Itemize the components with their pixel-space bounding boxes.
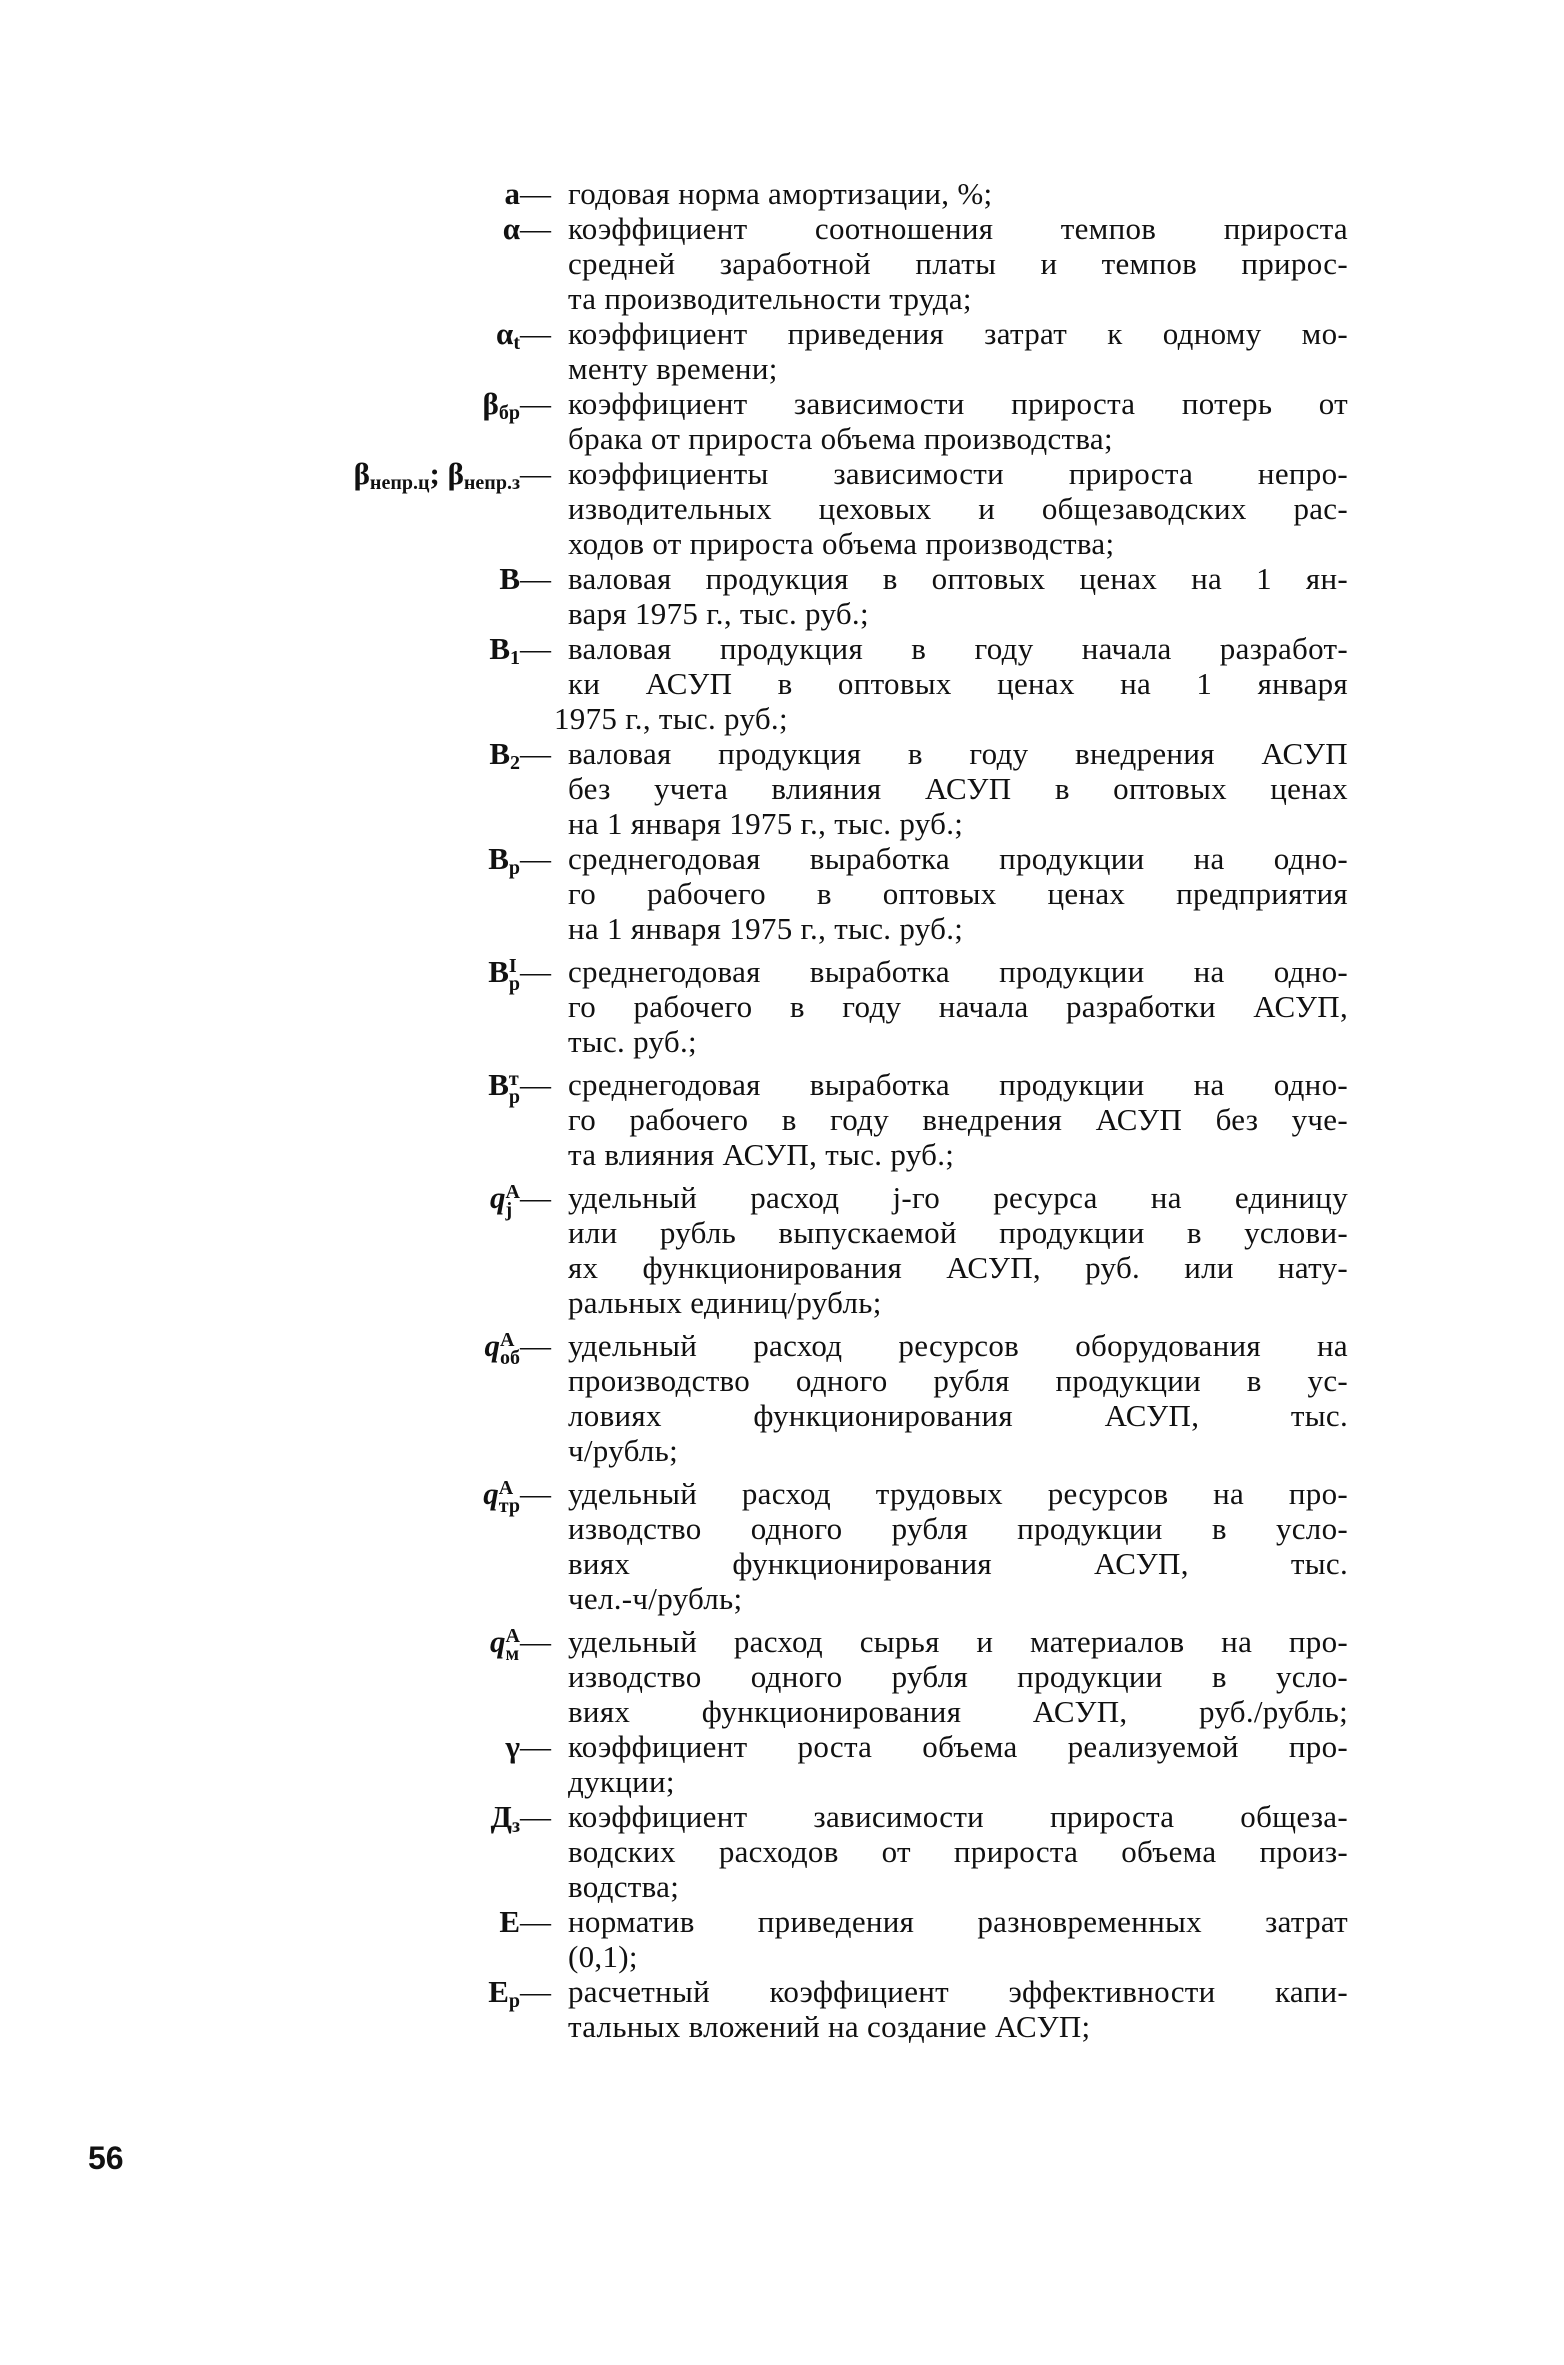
definition-line: го рабочего в оптовых ценах предприятия	[568, 876, 1348, 911]
dash: —	[520, 736, 551, 771]
dash: —	[520, 1328, 551, 1363]
symbol	[0, 1729, 520, 1799]
symbol-base: B	[489, 631, 510, 666]
dash: —	[520, 1624, 551, 1659]
dash: —	[520, 211, 551, 246]
definition-entry	[0, 1624, 1564, 1729]
definition-entry	[0, 736, 1564, 841]
symbol-base: β	[353, 456, 370, 491]
definition-line: (0,1);	[568, 1939, 638, 1974]
symbol	[0, 631, 520, 736]
definition-line: та влияния АСУП, тыс. руб.;	[568, 1137, 955, 1172]
definition-line: коэффициент соотношения темпов прироста	[568, 211, 1348, 246]
definition-line: ходов от прироста объема производства;	[568, 526, 1115, 561]
symbol-base: q	[490, 1180, 506, 1215]
dash: —	[520, 1476, 551, 1511]
subscript: м	[505, 1642, 520, 1665]
definition-line: водских расходов от прироста объема произ-	[568, 1834, 1348, 1869]
definition-line: виях функционирования АСУП, тыс.	[568, 1546, 1348, 1581]
symbol	[0, 1974, 520, 2044]
subscript: непр.з	[463, 472, 520, 494]
dash: —	[520, 1180, 551, 1215]
definition-line: тальных вложений на создание АСУП;	[568, 2009, 1091, 2044]
definition-line: без учета влияния АСУП в оптовых ценах	[568, 771, 1348, 806]
dash: —	[520, 561, 551, 596]
symbol	[0, 1904, 520, 1974]
definition-line: годовая норма амортизации, %;	[568, 176, 993, 211]
definition-line: норматив приведения разновременных затрат	[568, 1904, 1348, 1939]
definition-line: брака от прироста объема производства;	[568, 421, 1113, 456]
symbol	[0, 1799, 520, 1904]
definition-line: удельный расход j-го ресурса на единицу	[568, 1180, 1348, 1215]
definition-entry	[0, 456, 1564, 561]
dash: —	[520, 631, 551, 666]
definition-line: водства;	[568, 1869, 680, 1904]
superscript: A	[498, 1476, 514, 1499]
definition-entry	[0, 631, 1564, 736]
definition-entry	[0, 1904, 1564, 1974]
definition-entry	[0, 1729, 1564, 1799]
symbol	[0, 1067, 520, 1172]
dash: —	[520, 316, 551, 351]
definition-entry	[0, 1974, 1564, 2044]
symbol-indices	[508, 954, 520, 995]
definition-line: производство одного рубля продукции в ус-	[568, 1363, 1348, 1398]
symbol-base: E	[488, 1974, 509, 2009]
symbol-base: B	[489, 736, 510, 771]
definition-line: го рабочего в году начала разработки АСУП,	[568, 989, 1348, 1024]
dash: —	[520, 456, 551, 491]
definition-text	[568, 1974, 1348, 2044]
symbol-base: q	[483, 1476, 499, 1511]
symbol-indices	[508, 1067, 520, 1108]
definition-text	[568, 561, 1348, 631]
subscript: р	[508, 1990, 520, 2012]
symbol-indices	[505, 1180, 520, 1221]
definition-entry	[0, 561, 1564, 631]
definition-entry	[0, 1476, 1564, 1616]
definition-line: коэффициент зависимости прироста потерь от	[568, 386, 1348, 421]
definition-line: го рабочего в году внедрения АСУП без уче-	[568, 1102, 1348, 1137]
definition-line: удельный расход сырья и материалов на про-	[568, 1624, 1348, 1659]
subscript: 2	[510, 752, 520, 774]
definition-entry	[0, 1180, 1564, 1320]
definition-line: изводительных цеховых и общезаводских рас-	[568, 491, 1348, 526]
definition-line: 1975 г., тыс. руб.;	[554, 701, 788, 736]
symbol-base: a	[504, 176, 520, 211]
subscript: р	[508, 972, 520, 995]
symbol	[0, 456, 520, 561]
symbol	[0, 176, 520, 211]
symbol-indices	[498, 1476, 520, 1517]
symbol-base: B	[488, 841, 509, 876]
definition-text	[568, 211, 1348, 316]
definition-text	[568, 954, 1348, 1059]
subscript: 1	[510, 647, 520, 669]
definition-line: коэффициент приведения затрат к одному мо-	[568, 316, 1348, 351]
definition-line: удельный расход трудовых ресурсов на про-	[568, 1476, 1348, 1511]
definition-line: среднегодовая выработка продукции на одно-	[568, 954, 1348, 989]
symbol-indices	[505, 1624, 520, 1665]
definition-text	[568, 176, 1348, 211]
dash: —	[520, 841, 551, 876]
definition-entry	[0, 211, 1564, 316]
dash: —	[520, 1904, 551, 1939]
definition-text	[568, 1180, 1348, 1320]
subscript: р	[508, 857, 520, 879]
definition-entry	[0, 841, 1564, 946]
symbol-base: B	[499, 561, 520, 596]
definition-line: на 1 января 1975 г., тыс. руб.;	[568, 806, 964, 841]
symbol	[0, 1476, 520, 1616]
symbol-base: B	[488, 1067, 509, 1102]
definition-line: средней заработной платы и темпов прирос-	[568, 246, 1348, 281]
definition-entry	[0, 954, 1564, 1059]
definition-text	[568, 456, 1348, 561]
definition-line: дукции;	[568, 1764, 675, 1799]
symbol-indices	[500, 1328, 520, 1369]
definition-line: валовая продукция в году начала разработ-	[568, 631, 1348, 666]
definition-text	[568, 1624, 1348, 1729]
symbol	[0, 1180, 520, 1320]
definition-line: ч/рубль;	[568, 1433, 679, 1468]
definition-line: ях функционирования АСУП, руб. или нату-	[568, 1250, 1348, 1285]
symbol-base: α	[496, 316, 514, 351]
dash: —	[520, 1799, 551, 1834]
definition-line: та производительности труда;	[568, 281, 972, 316]
dash: —	[520, 1974, 551, 2009]
subscript: з	[511, 1815, 520, 1837]
definition-text	[568, 1904, 1348, 1974]
subscript: бр	[498, 402, 520, 424]
definition-line: чел.-ч/рубль;	[568, 1581, 743, 1616]
dash: —	[520, 386, 551, 421]
definition-text	[568, 736, 1348, 841]
definition-line: ральных единиц/рубль;	[568, 1285, 882, 1320]
definition-line: виях функционирования АСУП, руб./рубль;	[568, 1694, 1348, 1729]
subscript: j	[505, 1198, 513, 1221]
page-number: 56	[88, 2140, 124, 2176]
symbol	[0, 841, 520, 946]
symbol	[0, 1328, 520, 1468]
definition-line: среднегодовая выработка продукции на одно-	[568, 841, 1348, 876]
symbol-base: ; β	[429, 456, 464, 491]
symbol-base: γ	[505, 1729, 520, 1764]
definition-text	[568, 1328, 1348, 1468]
definition-line: менту времени;	[568, 351, 778, 386]
definition-line: изводство одного рубля продукции в усло-	[568, 1659, 1348, 1694]
definition-entry	[0, 1328, 1564, 1468]
symbol-base: B	[488, 954, 509, 989]
superscript: т	[508, 1067, 519, 1090]
definition-entry	[0, 1067, 1564, 1172]
symbol-base: β	[482, 386, 499, 421]
superscript: I	[508, 954, 517, 977]
definition-line: коэффициент зависимости прироста общеза-	[568, 1799, 1348, 1834]
subscript: тр	[498, 1494, 520, 1517]
definition-line: валовая продукция в году внедрения АСУП	[568, 736, 1348, 771]
subscript: непр.ц	[369, 472, 430, 494]
symbol-base: q	[484, 1328, 500, 1363]
definition-line: расчетный коэффициент эффективности капи-	[568, 1974, 1348, 2009]
definition-line: или рубль выпускаемой продукции в услови-	[568, 1215, 1348, 1250]
dash: —	[520, 176, 551, 211]
symbol-base: E	[499, 1904, 520, 1939]
definition-line: ки АСУП в оптовых ценах на 1 января	[568, 666, 1348, 701]
definition-line: коэффициент роста объема реализуемой про-	[568, 1729, 1348, 1764]
definition-line: тыс. руб.;	[568, 1024, 697, 1059]
superscript: A	[505, 1180, 520, 1203]
definition-text	[568, 316, 1348, 386]
symbol-base: α	[502, 211, 520, 246]
subscript: t	[513, 332, 520, 354]
dash: —	[520, 954, 551, 989]
definition-text	[568, 841, 1348, 946]
definition-text	[554, 631, 1348, 736]
dash: —	[520, 1729, 551, 1764]
subscript: об	[500, 1346, 520, 1369]
symbol	[0, 561, 520, 631]
definition-entry	[0, 176, 1564, 211]
symbol	[0, 316, 520, 386]
definition-line: на 1 января 1975 г., тыс. руб.;	[568, 911, 964, 946]
definition-text	[568, 1067, 1348, 1172]
definition-line: коэффициенты зависимости прироста непро-	[568, 456, 1348, 491]
subscript: р	[508, 1085, 520, 1108]
symbol	[0, 1624, 520, 1729]
definition-entry	[0, 1799, 1564, 1904]
symbol	[0, 386, 520, 456]
definition-line: варя 1975 г., тыс. руб.;	[568, 596, 869, 631]
dash: —	[520, 1067, 551, 1102]
symbol	[0, 954, 520, 1059]
symbol	[0, 211, 520, 316]
symbol	[0, 736, 520, 841]
definition-line: удельный расход ресурсов оборудования на	[568, 1328, 1348, 1363]
definition-line: среднегодовая выработка продукции на одно-	[568, 1067, 1348, 1102]
definition-line: изводство одного рубля продукции в усло-	[568, 1511, 1348, 1546]
definition-entry	[0, 386, 1564, 456]
definition-text	[568, 1476, 1348, 1616]
definition-entry	[0, 316, 1564, 386]
definition-line: ловиях функционирования АСУП, тыс.	[568, 1398, 1348, 1433]
superscript: A	[500, 1328, 515, 1351]
definitions-list	[0, 176, 1564, 2044]
definition-text	[568, 386, 1348, 456]
superscript: A	[505, 1624, 520, 1647]
definition-line: валовая продукция в оптовых ценах на 1 ян-	[568, 561, 1348, 596]
symbol-base: q	[490, 1624, 506, 1659]
definition-text	[568, 1729, 1348, 1799]
symbol-base: Д	[490, 1799, 512, 1834]
definition-text	[568, 1799, 1348, 1904]
